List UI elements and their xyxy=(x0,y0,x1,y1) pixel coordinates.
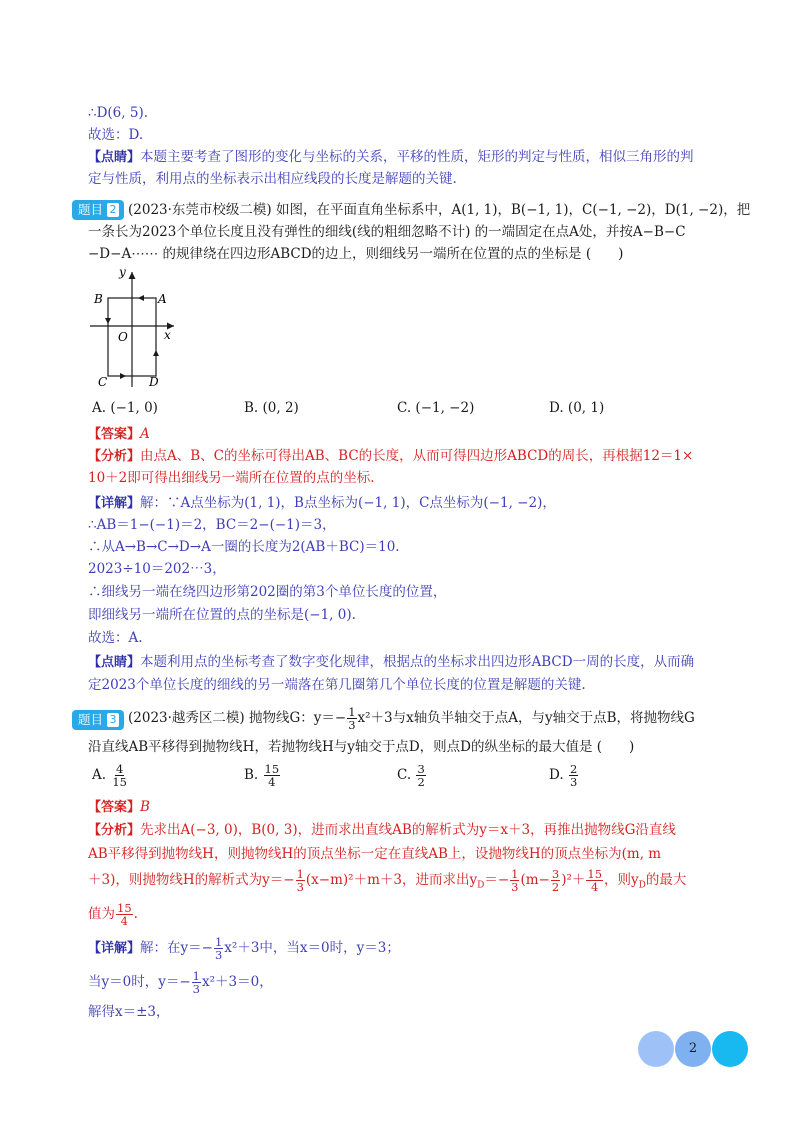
q3-option-b xyxy=(244,763,281,788)
denominator: 15 xyxy=(112,775,127,789)
point-c-label: C xyxy=(98,375,108,389)
fraction-one-third xyxy=(347,706,356,731)
numerator: 15 xyxy=(264,762,280,776)
q2-detail-line-6: 即细线另一端所在位置的点的坐标是(−1, 0). xyxy=(88,607,356,623)
numerator: 1 xyxy=(511,867,519,881)
line-choose-d: 故选：D. xyxy=(88,127,144,143)
q3-option-d xyxy=(549,763,579,788)
q2-stem-line-2: 一条长为2023个单位长度且没有弹性的细线(线的粗细忽略不计) 的一端固定在点A处，并按A−B−C xyxy=(88,224,686,240)
answer-value: B xyxy=(140,799,150,815)
q3-detail-line-3: 解得x＝±3， xyxy=(88,1004,170,1020)
q2-answer xyxy=(88,424,150,445)
denominator: 4 xyxy=(591,880,599,894)
fraction-one-third xyxy=(296,868,305,893)
q2-option-c: C. (−1, −2) xyxy=(397,400,475,416)
numerator: 1 xyxy=(214,935,223,949)
denominator: 3 xyxy=(569,775,578,789)
denominator: 3 xyxy=(192,982,200,996)
q3-detail-line-1 xyxy=(88,936,400,961)
numerator: 15 xyxy=(117,901,132,915)
fraction-one-third xyxy=(510,868,519,893)
page-decor-circle-right xyxy=(712,1031,748,1067)
fraction-fifteen-fourths xyxy=(116,902,133,927)
numerator: 1 xyxy=(296,867,304,881)
option-label: C. xyxy=(397,767,412,783)
q3-stem-part-1: (2023·越秀区二模) 抛物线G：y＝− xyxy=(128,710,347,726)
analysis-part: ＝− xyxy=(484,872,510,888)
fraction-one-third xyxy=(192,970,201,995)
analysis-text: 先求出A(−3, 0)，B(0, 3)，进而求出直线AB的解析式为y＝x＋3，再推出抛物线G沿直线 xyxy=(140,822,676,838)
numerator: 3 xyxy=(551,867,560,881)
q2-detail-line-7: 故选：A. xyxy=(88,630,143,646)
q3-option-c xyxy=(397,763,427,788)
answer-value: A xyxy=(140,426,150,442)
q2-detail-line-5: ∴细线另一端在绕四边形第202圈的第3个单位长度的位置， xyxy=(88,584,447,600)
q2-analysis-line-1 xyxy=(88,446,693,467)
fraction-fifteen-fourths xyxy=(586,868,603,893)
q3-stem-line-2: 沿直线AB平移得到抛物线H，若抛物线H与y轴交于点D，则点D的纵坐标的最大值是 ( ) xyxy=(88,739,635,755)
option-label: D. xyxy=(549,767,564,783)
q2-detail-line-1 xyxy=(88,493,556,514)
q2-review-line-1 xyxy=(88,652,694,673)
analysis-part: )²＋ xyxy=(561,872,586,888)
q2-option-d: D. (0, 1) xyxy=(549,400,605,416)
numerator: 1 xyxy=(192,969,200,983)
analysis-tag: 【分析】 xyxy=(88,449,141,464)
option-fraction xyxy=(569,763,578,788)
review-line-1 xyxy=(88,147,694,168)
q3-analysis-line-3 xyxy=(88,868,686,896)
analysis-part: (x−m)²＋m＋3，进而求出y xyxy=(305,872,478,888)
question-badge-label: 题目 xyxy=(78,712,104,727)
denominator: 3 xyxy=(296,880,304,894)
subscript-d: D xyxy=(477,880,485,891)
analysis-part: . xyxy=(133,906,138,922)
denominator: 3 xyxy=(511,880,519,894)
coordinate-figure xyxy=(86,262,186,394)
subscript-d: D xyxy=(638,880,646,891)
q2-detail-line-2: ∴AB＝1−(−1)＝2，BC＝2−(−1)＝3， xyxy=(88,517,336,533)
review-tag: 【点睛】 xyxy=(88,150,141,165)
y-label: y xyxy=(119,265,126,279)
numerator: 4 xyxy=(116,762,124,776)
q3-analysis-line-1 xyxy=(88,820,676,841)
denominator: 3 xyxy=(348,718,356,732)
point-b-label: B xyxy=(94,292,103,306)
denominator: 2 xyxy=(417,775,425,789)
option-label: B. xyxy=(244,767,259,783)
denominator: 4 xyxy=(120,914,128,928)
detail-text: 解：∵A点坐标为(1, 1)，B点坐标为(−1, 1)，C点坐标为(−1, −2)， xyxy=(140,495,556,511)
option-label: A. xyxy=(92,767,107,783)
q3-analysis-line-4 xyxy=(88,902,138,927)
q2-review-line-2: 定2023个单位长度的细线的另一端落在第几圈第几个单位长度的位置是解题的关键. xyxy=(88,677,586,693)
detail-part: 解：在y＝− xyxy=(140,940,213,956)
q2-detail-line-3: ∴从A→B→C→D→A一圈的长度为2(AB＋BC)＝10. xyxy=(88,539,400,555)
q3-analysis-line-2: AB平移得到抛物线H，则抛物线H的顶点坐标一定在直线AB上，设抛物线H的顶点坐标为(m, m xyxy=(88,846,662,862)
numerator: 15 xyxy=(587,867,603,881)
q3-stem-line-1 xyxy=(128,706,695,731)
analysis-tag: 【分析】 xyxy=(88,823,141,838)
analysis-part: 的最大 xyxy=(645,872,687,888)
q2-option-a: A. (−1, 0) xyxy=(92,400,158,416)
denominator: 4 xyxy=(268,775,276,789)
review-text: 本题利用点的坐标考查了数字变化规律，根据点的坐标求出四边形ABCD一周的长度，从而确 xyxy=(140,654,695,670)
q3-stem-part-2: x²＋3与x轴负半轴交于点A，与y轴交于点B，将抛物线G xyxy=(357,710,695,726)
analysis-part: (m− xyxy=(520,872,550,888)
detail-part: 当y＝0时，y＝− xyxy=(88,974,191,990)
q2-stem-line-3: −D−A⋯⋯ 的规律绕在四边形ABCD的边上，则细线另一端所在位置的点的坐标是 ( ) xyxy=(88,246,624,262)
q2-detail-line-4: 2023÷10＝202⋯3， xyxy=(88,561,226,577)
detail-tag: 【详解】 xyxy=(88,496,141,511)
q2-option-b: B. (0, 2) xyxy=(244,400,299,416)
q3-answer xyxy=(88,797,150,818)
denominator: 3 xyxy=(214,948,223,962)
question-number: 2 xyxy=(107,203,119,217)
question-badge-label: 题目 xyxy=(78,202,104,217)
x-label: x xyxy=(164,328,171,342)
q2-analysis-line-2: 10＋2即可得出细线另一端所在位置的点的坐标. xyxy=(88,470,375,486)
review-tag: 【点睛】 xyxy=(88,655,141,670)
line-d-coordinate: ∴D(6, 5). xyxy=(88,105,148,121)
question-badge xyxy=(72,710,124,730)
option-fraction xyxy=(264,763,281,788)
origin-label: O xyxy=(118,330,128,344)
q2-stem-line-1: (2023·东莞市校级二模) 如图，在平面直角坐标系中，A(1, 1)，B(−1, 1)，C(−1, −2)，D(1, −2)，把 xyxy=(128,202,751,218)
detail-tag: 【详解】 xyxy=(88,941,141,956)
question-number: 3 xyxy=(107,713,119,727)
analysis-text: 由点A、B、C的坐标可得出AB、BC的长度，从而可得四边形ABCD的周长，再根据12＝1× xyxy=(140,448,694,464)
denominator: 2 xyxy=(551,880,560,894)
question-badge xyxy=(72,200,124,220)
analysis-part: 值为 xyxy=(88,906,115,922)
q3-option-a xyxy=(92,763,129,788)
review-line-2: 定与性质，利用点的坐标表示出相应线段的长度是解题的关键. xyxy=(88,171,457,187)
numerator: 2 xyxy=(569,762,578,776)
fraction-one-third xyxy=(214,936,223,961)
point-a-label: A xyxy=(158,292,167,306)
page-decor-circle-left xyxy=(638,1031,674,1067)
analysis-part: ＋3)，则抛物线H的解析式为y＝− xyxy=(88,872,295,888)
page-number: 2 xyxy=(675,1031,711,1067)
answer-tag: 【答案】 xyxy=(88,800,141,815)
detail-part: x²＋3＝0， xyxy=(201,974,273,990)
fraction-three-halves xyxy=(551,868,560,893)
option-fraction xyxy=(111,763,128,788)
review-text-1: 本题主要考查了图形的变化与坐标的关系，平移的性质，矩形的判定与性质，相似三角形的判 xyxy=(140,149,694,165)
point-d-label: D xyxy=(149,375,159,389)
numerator: 1 xyxy=(348,705,356,719)
q3-detail-line-2 xyxy=(88,970,273,995)
numerator: 3 xyxy=(417,762,425,776)
analysis-part: ，则y xyxy=(604,872,639,888)
option-fraction xyxy=(416,763,425,788)
detail-part: x²＋3中，当x＝0时，y＝3； xyxy=(224,940,400,956)
answer-tag: 【答案】 xyxy=(88,427,141,442)
